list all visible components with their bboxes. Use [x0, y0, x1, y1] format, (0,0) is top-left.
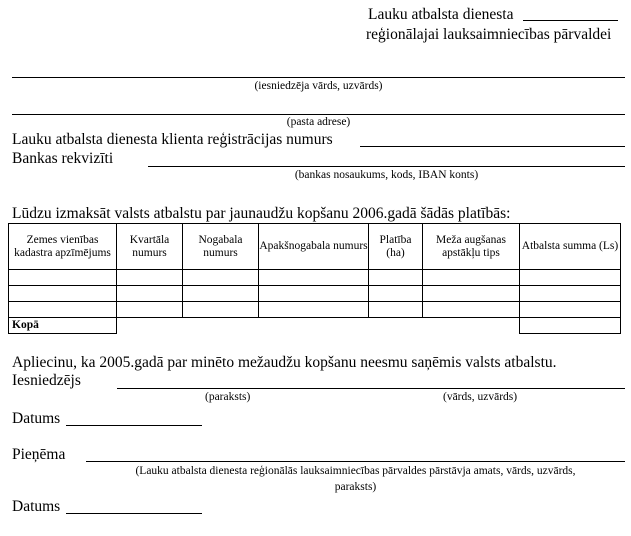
- date-label-2: Datums: [12, 498, 61, 515]
- table-cell: [183, 286, 259, 302]
- name-caption: (vārds, uzvārds): [443, 391, 518, 403]
- table-cell: [9, 286, 117, 302]
- table-cell: [117, 270, 183, 286]
- table-row: [9, 302, 621, 318]
- col-area: Platība (ha): [369, 224, 423, 270]
- table-cell: [423, 270, 520, 286]
- applicant-name-caption: (iesniedzēja vārds, uzvārds): [254, 80, 383, 92]
- applicant-name-line: [12, 77, 625, 78]
- col-forest-type: Meža augšanas apstākļu tips: [423, 224, 520, 270]
- client-reg-line: [360, 146, 625, 147]
- date-line: [66, 425, 202, 426]
- header-blank-line: [523, 20, 618, 21]
- total-label: Kopā: [9, 318, 117, 334]
- applicant-signature-label: Iesniedzējs: [12, 372, 81, 389]
- request-text: Lūdzu izmaksāt valsts atbalstu par jaunaudžu kopšanu 2006.gadā šādās platībās:: [12, 205, 511, 222]
- col-compartment: Nogabala numurs: [183, 224, 259, 270]
- header-line-1: Lauku atbalsta dienesta: [368, 6, 514, 23]
- table-cell: [423, 286, 520, 302]
- table-total-row: [9, 318, 621, 334]
- table-cell: [520, 302, 621, 318]
- table-cell: [423, 302, 520, 318]
- signature-caption: (paraksts): [205, 391, 251, 403]
- col-support-amount: Atbalsta summa (Ls): [520, 224, 621, 270]
- table-row: [9, 286, 621, 302]
- address-line: [12, 114, 625, 115]
- address-caption: (pasta adrese): [286, 116, 351, 128]
- table-cell: [259, 302, 369, 318]
- table-cell: [259, 270, 369, 286]
- col-subcompartment: Apakšnogabala numurs: [259, 224, 369, 270]
- support-table: [8, 223, 621, 334]
- bank-label: Bankas rekvizīti: [12, 150, 114, 167]
- received-label: Pieņēma: [12, 446, 66, 463]
- applicant-signature-line: [117, 388, 625, 389]
- col-quarter: Kvartāla numurs: [117, 224, 183, 270]
- table-row: [9, 270, 621, 286]
- table-cell: [259, 286, 369, 302]
- date-line-2: [66, 513, 202, 514]
- table-cell: [117, 286, 183, 302]
- date-label: Datums: [12, 410, 61, 427]
- client-reg-label: Lauku atbalsta dienesta klienta reģistrācijas numurs: [12, 131, 333, 148]
- official-caption-line-1: (Lauku atbalsta dienesta reģionālās lauksaimniecības pārvaldes pārstāvja amats, vārds, uzvārds,: [135, 465, 576, 477]
- table-header-row: [9, 224, 621, 270]
- table-cell: [9, 302, 117, 318]
- total-amount-cell: [520, 318, 621, 334]
- table-cell: [183, 302, 259, 318]
- bank-caption: (bankas nosaukums, kods, IBAN konts): [294, 169, 479, 181]
- table-cell: [9, 270, 117, 286]
- table-cell: [117, 302, 183, 318]
- table-cell: [369, 286, 423, 302]
- table-cell: [369, 302, 423, 318]
- official-line: [86, 461, 625, 462]
- col-cadastre: Zemes vienības kadastra apzīmējums: [9, 224, 117, 270]
- table-cell: [183, 270, 259, 286]
- table-cell: [520, 286, 621, 302]
- certification-text: Apliecinu, ka 2005.gadā par minēto mežaudžu kopšanu neesmu saņēmis valsts atbalstu.: [12, 354, 557, 371]
- header-line-2: reģionālajai lauksaimniecības pārvaldei: [366, 26, 612, 43]
- bank-line: [148, 166, 625, 167]
- official-caption-line-2: paraksts): [334, 481, 377, 493]
- table-cell: [369, 270, 423, 286]
- table-cell: [520, 270, 621, 286]
